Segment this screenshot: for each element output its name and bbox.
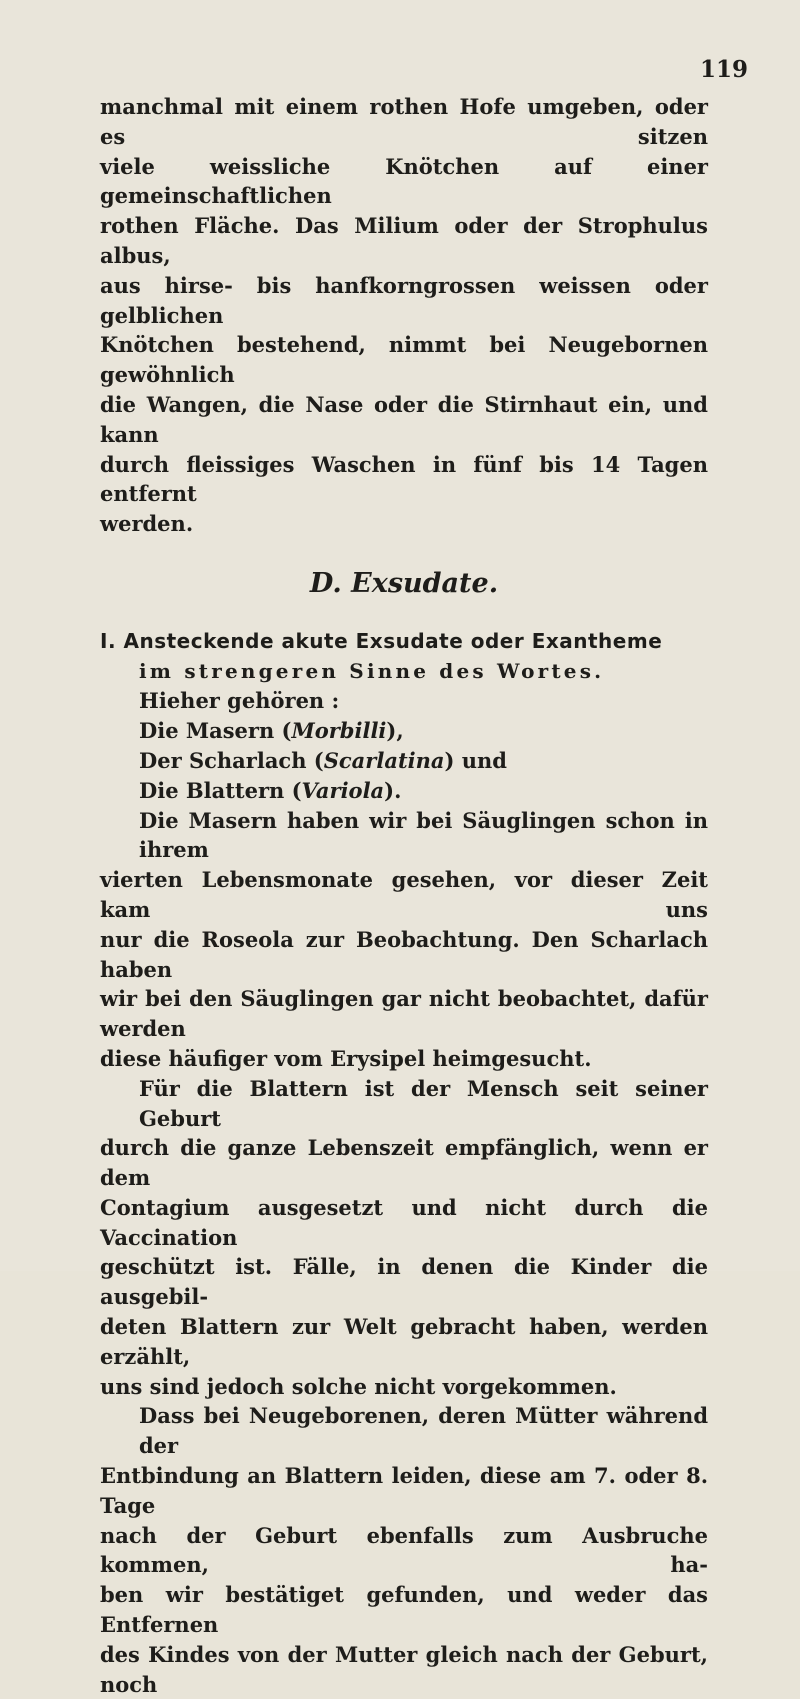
page-number: 119 bbox=[699, 56, 748, 83]
text-line: ben wir bestätiget gefunden, und weder das Entfernen bbox=[100, 1582, 708, 1638]
text-line: diese häufiger vom Erysipel heimgesucht. bbox=[100, 1045, 592, 1071]
list-item-prefix: Die Blattern ( bbox=[139, 777, 302, 803]
text-line: Contagium ausgesetzt und nicht durch die Vaccination bbox=[100, 1194, 708, 1250]
section-subheading: im strengeren Sinne des Wortes. bbox=[139, 658, 605, 683]
text-line: Dass bei Neugeborenen, deren Mütter während der bbox=[139, 1403, 708, 1459]
text-line: manchmal mit einem rothen Hofe umgeben, oder es sitzen bbox=[100, 94, 708, 149]
text-line: aus hirse- bis hanfkorngrossen weissen oder gelblichen bbox=[100, 272, 708, 328]
list-item-prefix: Die Masern ( bbox=[139, 718, 292, 744]
paragraph-masern bbox=[100, 806, 708, 1074]
paragraph-blattern bbox=[100, 1074, 708, 1402]
text-line: viele weissliche Knötchen auf einer gemeinschaftlichen bbox=[100, 153, 708, 209]
list-item bbox=[100, 776, 708, 806]
page-body bbox=[100, 92, 708, 1699]
latin-term: Variola bbox=[301, 777, 385, 803]
list-item bbox=[100, 716, 708, 746]
list-item-suffix: ) und bbox=[444, 747, 507, 773]
text-line: geschützt ist. Fälle, in denen die Kinder die ausgebil- bbox=[100, 1254, 708, 1310]
disease-list bbox=[100, 716, 708, 805]
text-line: Entbindung an Blattern leiden, diese am 7. oder 8. Tage bbox=[100, 1463, 708, 1518]
text-line: uns sind jedoch solche nicht vorgekommen. bbox=[100, 1373, 617, 1399]
text-line: nach der Geburt ebenfalls zum Ausbruche kommen, ha- bbox=[100, 1522, 708, 1578]
latin-term: Morbilli bbox=[291, 718, 387, 744]
paragraph-intro bbox=[100, 92, 708, 539]
text-line: Für die Blattern ist der Mensch seit seiner Geburt bbox=[139, 1075, 708, 1131]
text-line: Knötchen bestehend, nimmt bei Neugebornen gewöhnlich bbox=[100, 332, 708, 388]
text-line: Die Masern haben wir bei Säuglingen schon in ihrem bbox=[139, 807, 708, 863]
section-heading: I. Ansteckende akute Exsudate oder Exantheme bbox=[100, 628, 663, 653]
text-line: durch fleissiges Waschen in fünf bis 14 Tagen entfernt bbox=[100, 451, 708, 507]
text-line: werden. bbox=[100, 511, 194, 537]
text-line: des Kindes von der Mutter gleich nach der Geburt, noch bbox=[100, 1641, 708, 1697]
list-intro: Hieher gehören : bbox=[139, 688, 340, 714]
list-item bbox=[100, 746, 708, 776]
text-line: durch die ganze Lebenszeit empfänglich, wenn er dem bbox=[100, 1135, 708, 1191]
text-line: rothen Fläche. Das Milium oder der Strophulus albus, bbox=[100, 213, 708, 268]
paragraph-neugeborene bbox=[100, 1401, 708, 1699]
latin-term: Scarlatina bbox=[323, 747, 445, 773]
list-item-suffix: ). bbox=[384, 777, 402, 803]
text-line: wir bei den Säuglingen gar nicht beobachtet, dafür werden bbox=[100, 986, 708, 1042]
text-line: die Wangen, die Nase oder die Stirnhaut ein, und kann bbox=[100, 391, 708, 447]
list-item-suffix: ), bbox=[386, 718, 404, 744]
text-line: deten Blattern zur Welt gebracht haben, werden erzählt, bbox=[100, 1314, 708, 1369]
text-line: vierten Lebensmonate gesehen, vor dieser Zeit kam uns bbox=[100, 867, 708, 922]
chapter-heading: D. Exsudate. bbox=[309, 567, 499, 599]
text-line: nur die Roseola zur Beobachtung. Den Scharlach haben bbox=[100, 926, 708, 982]
list-item-prefix: Der Scharlach ( bbox=[139, 747, 324, 773]
